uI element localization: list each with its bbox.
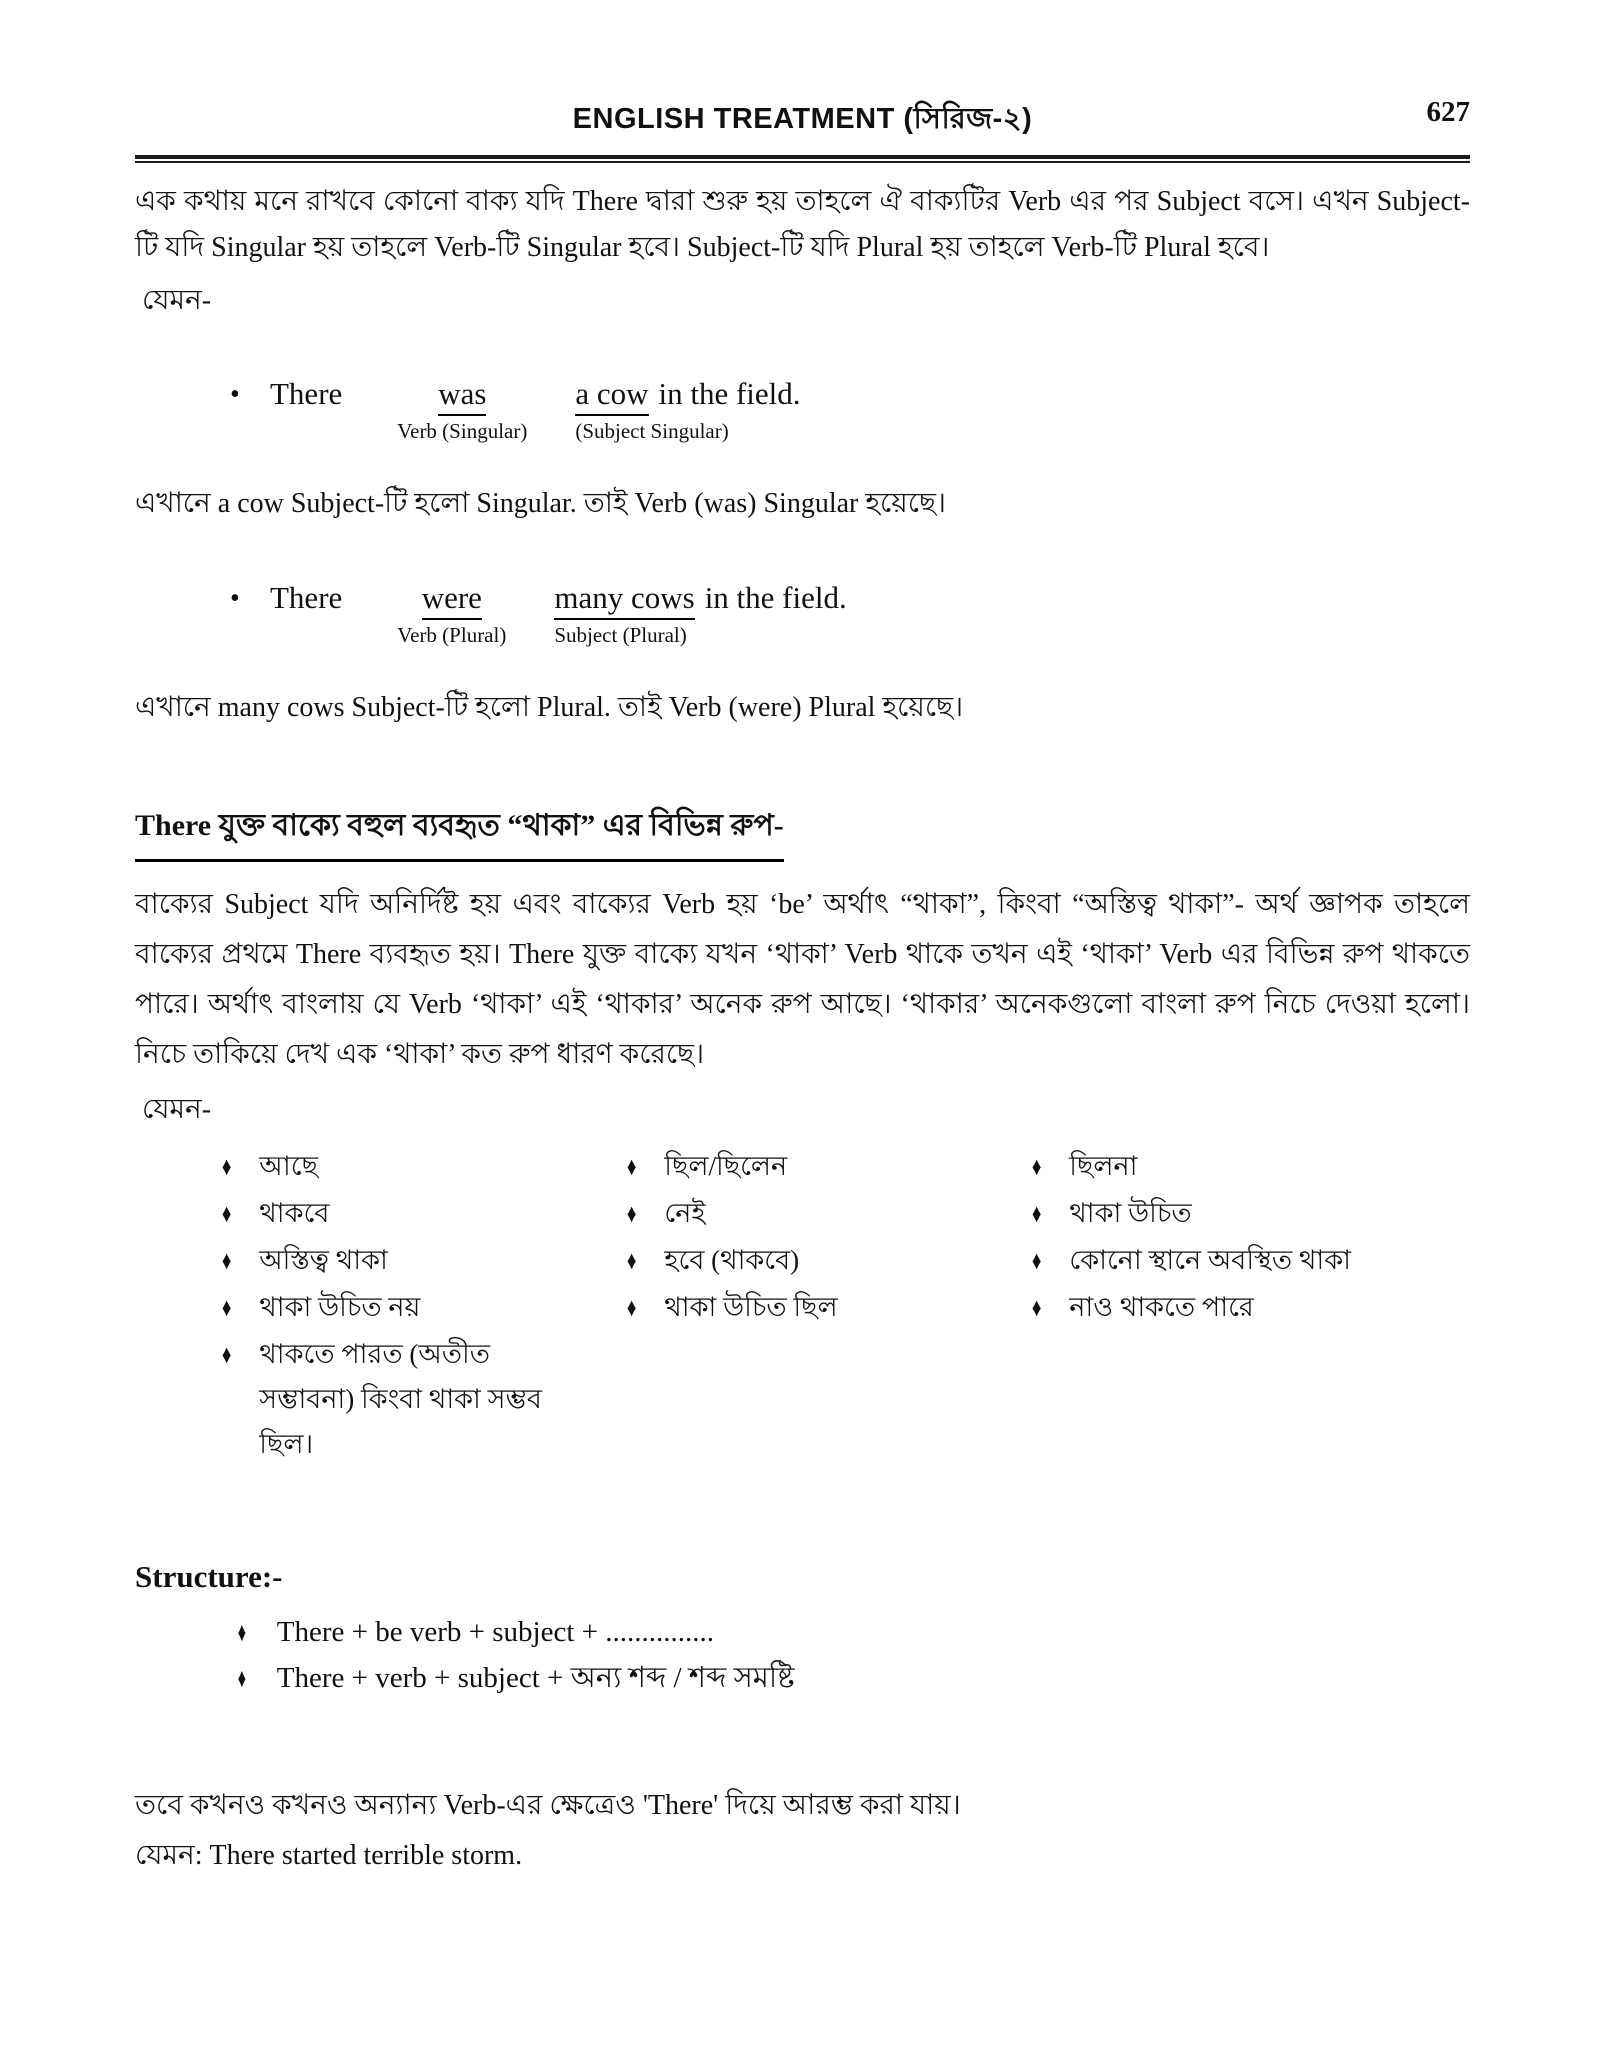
example-singular-sentence bbox=[230, 375, 1470, 445]
diamond-bullet-icon: ♦ bbox=[221, 1293, 232, 1322]
example-singular-explanation: এখানে a cow Subject-টি হলো Singular. তাই Verb (was) Singular হয়েছে। bbox=[135, 488, 947, 519]
example-sentence-tail: in the field. bbox=[704, 580, 847, 615]
page-number: 627 bbox=[1426, 96, 1470, 128]
bullet-icon: • bbox=[230, 379, 240, 410]
list-item bbox=[625, 1285, 1030, 1332]
example-subject-caption: Subject (Plural) bbox=[554, 623, 687, 647]
taka-forms-column-3 bbox=[1030, 1144, 1470, 1332]
diamond-bullet-icon: ♦ bbox=[1031, 1199, 1042, 1228]
structure-list bbox=[235, 1609, 1470, 1701]
example-plural bbox=[135, 579, 1470, 731]
taka-form-label: অস্তিত্ব থাকা bbox=[259, 1245, 388, 1275]
list-item bbox=[220, 1144, 625, 1191]
diamond-bullet-icon: ♦ bbox=[237, 1663, 247, 1693]
list-item bbox=[625, 1191, 1030, 1238]
page-title: ENGLISH TREATMENT (সিরিজ-২) bbox=[572, 103, 1033, 135]
list-item bbox=[1030, 1191, 1470, 1238]
bullet-icon: • bbox=[230, 583, 240, 614]
example-lead-word: There bbox=[270, 376, 343, 411]
taka-forms-column-1 bbox=[220, 1144, 625, 1467]
example-subject-group bbox=[554, 579, 846, 649]
diamond-bullet-icon: ♦ bbox=[221, 1340, 232, 1369]
taka-forms-column-2 bbox=[625, 1144, 1030, 1332]
taka-form-label: থাকবে bbox=[259, 1198, 330, 1228]
example-verb-caption: Verb (Plural) bbox=[397, 623, 507, 647]
taka-form-label: নেই bbox=[664, 1198, 706, 1228]
structure-pattern: There + verb + subject + অন্য শব্দ / শব্দ সমষ্টি bbox=[276, 1662, 795, 1694]
intro-paragraph: এক কথায় মনে রাখবে কোনো বাক্য যদি There দ্বারা শুরু হয় তাহলে ঐ বাক্যটির Verb এর পর Subject বসে। এখন Subject-টি যদি Singular হয় তাহলে Verb-টি Singular হবে। Subject-টি যদি Plural হয় তাহলে Verb-টি Plural হবে। bbox=[135, 186, 1470, 263]
diamond-bullet-icon: ♦ bbox=[237, 1617, 247, 1647]
taka-form-label: ছিল/ছিলেন bbox=[664, 1151, 788, 1181]
structure-pattern: There + be verb + subject + ............... bbox=[276, 1616, 715, 1648]
example-verb-group bbox=[397, 579, 506, 649]
taka-form-label: থাকা উচিত ছিল bbox=[664, 1292, 838, 1322]
list-item bbox=[625, 1144, 1030, 1191]
taka-forms-list bbox=[220, 1144, 1470, 1467]
taka-form-label: থাকতে পারত (অতীত সম্ভাবনা) কিংবা থাকা সম্ভব ছিল। bbox=[259, 1339, 542, 1459]
example-subject-line bbox=[575, 375, 800, 416]
footer-example-label: যেমন: bbox=[135, 1840, 203, 1871]
list-item bbox=[220, 1191, 625, 1238]
taka-form-label: আছে bbox=[259, 1151, 318, 1181]
diamond-bullet-icon: ♦ bbox=[221, 1199, 232, 1228]
example-subject-group bbox=[575, 375, 800, 445]
header-divider bbox=[135, 155, 1470, 163]
list-item bbox=[1030, 1285, 1470, 1332]
taka-section-paragraph: বাক্যের Subject যদি অনির্দিষ্ট হয় এবং বাক্যের Verb হয় ‘be’ অর্থাৎ “থাকা”, কিংবা “অস্তিত্ব থাকা”- অর্থ জ্ঞাপক তাহলে বাক্যের প্রথমে There ব্যবহৃত হয়। There যুক্ত বাক্যে যখন ‘থাকা’ Verb থাকে তখন এই ‘থাকা’ Verb এর বিভিন্ন রুপ থাকতে পারে। অর্থাৎ বাংলায় যে Verb ‘থাকা’ এই ‘থাকার’ অনেক রুপ আছে। ‘থাকার’ অনেকগুলো বাংলা রুপ নিচে দেওয়া হলো। নিচে তাকিয়ে দেখ এক ‘থাকা’ কত রুপ ধারণ করেছে। bbox=[135, 889, 1470, 1070]
example-verb: was bbox=[438, 375, 486, 416]
example-plural-explanation: এখানে many cows Subject-টি হলো Plural. তাই Verb (were) Plural হয়েছে। bbox=[135, 692, 964, 723]
taka-form-label: কোনো স্থানে অবস্থিত থাকা bbox=[1069, 1245, 1351, 1275]
list-item bbox=[220, 1285, 625, 1332]
diamond-bullet-icon: ♦ bbox=[626, 1152, 637, 1181]
structure-heading: Structure:- bbox=[135, 1559, 283, 1594]
list-item bbox=[220, 1238, 625, 1285]
example-verb: were bbox=[422, 579, 482, 620]
diamond-bullet-icon: ♦ bbox=[221, 1246, 232, 1275]
diamond-bullet-icon: ♦ bbox=[1031, 1152, 1042, 1181]
taka-form-label: হবে (থাকবে) bbox=[664, 1245, 800, 1275]
example-subject: many cows bbox=[554, 579, 694, 620]
example-lead-word: There bbox=[270, 580, 343, 615]
example-plural-sentence bbox=[230, 579, 1470, 649]
footer-example-sentence: There started terrible storm. bbox=[209, 1840, 523, 1871]
example-sentence-tail: in the field. bbox=[658, 376, 801, 411]
example-verb-caption: Verb (Singular) bbox=[397, 419, 528, 443]
example-subject: a cow bbox=[575, 375, 648, 416]
taka-section bbox=[135, 801, 1470, 862]
example-singular bbox=[135, 375, 1470, 527]
footer-note-line2 bbox=[135, 1831, 1470, 1881]
page-header bbox=[135, 0, 1470, 163]
list-item bbox=[1030, 1144, 1470, 1191]
diamond-bullet-icon: ♦ bbox=[1031, 1246, 1042, 1275]
taka-form-label: থাকা উচিত নয় bbox=[259, 1292, 421, 1322]
example-subject-caption: (Subject Singular) bbox=[575, 419, 729, 443]
taka-form-label: নাও থাকতে পারে bbox=[1069, 1292, 1254, 1322]
taka-form-label: থাকা উচিত bbox=[1069, 1198, 1192, 1228]
taka-section-heading: There যুক্ত বাক্যে বহুল ব্যবহৃত “থাকা” এর বিভিন্ন রুপ- bbox=[135, 801, 784, 862]
list-item bbox=[220, 1332, 625, 1467]
taka-example-label: যেমন- bbox=[142, 1094, 212, 1125]
footer-note-line1: তবে কখনও কখনও অন্যান্য Verb-এর ক্ষেত্রেও 'There' দিয়ে আরম্ভ করা যায়। bbox=[135, 1790, 961, 1821]
diamond-bullet-icon: ♦ bbox=[626, 1199, 637, 1228]
diamond-bullet-icon: ♦ bbox=[1031, 1293, 1042, 1322]
footer-note bbox=[135, 1781, 1470, 1881]
list-item bbox=[1030, 1238, 1470, 1285]
diamond-bullet-icon: ♦ bbox=[221, 1152, 232, 1181]
example-verb-group bbox=[397, 375, 527, 445]
diamond-bullet-icon: ♦ bbox=[626, 1293, 637, 1322]
example-subject-line bbox=[554, 579, 846, 620]
list-item bbox=[235, 1655, 1470, 1701]
list-item bbox=[235, 1609, 1470, 1655]
intro-example-label: যেমন- bbox=[142, 285, 212, 316]
taka-form-label: ছিলনা bbox=[1069, 1151, 1138, 1181]
list-item bbox=[625, 1238, 1030, 1285]
diamond-bullet-icon: ♦ bbox=[626, 1246, 637, 1275]
